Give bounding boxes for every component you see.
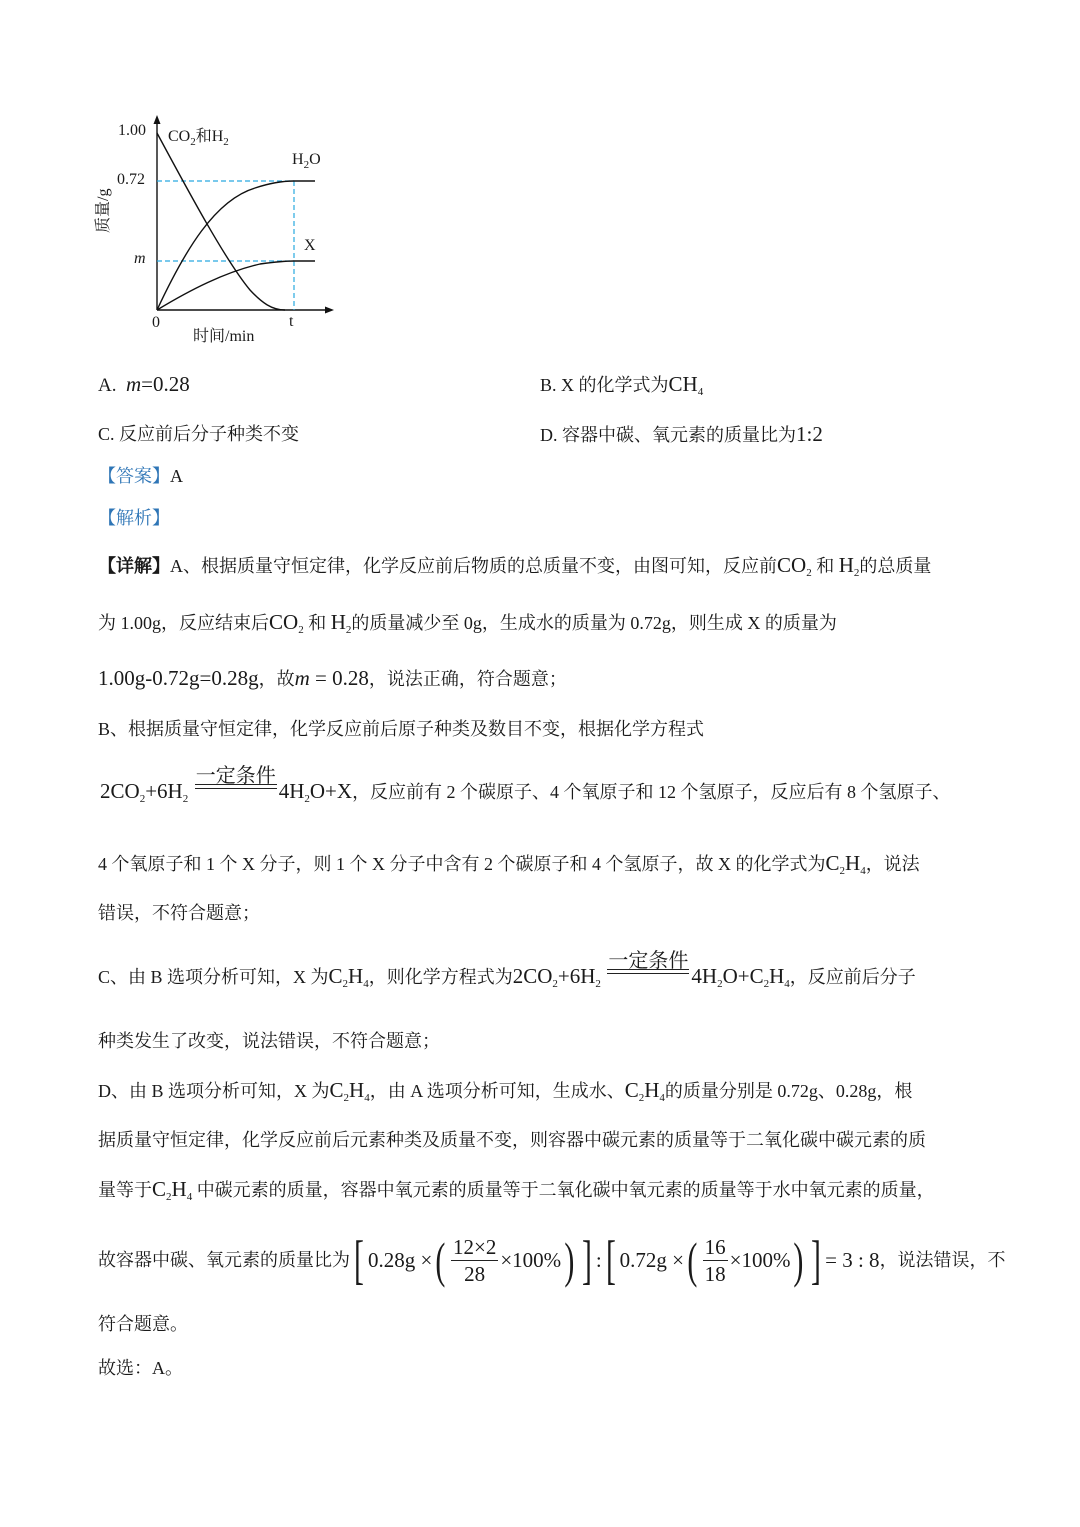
x-curve [157, 261, 315, 310]
detail-d-line5: 符合题意。 [98, 1314, 188, 1334]
h2o-label: $H_2O$ [292, 151, 321, 171]
co2-h2-curve [157, 133, 285, 310]
x-tick-t: t [289, 313, 294, 330]
fraction-oxygen: $\frac{16}{18}$ [704, 1234, 726, 1286]
final-answer: 故选：A。 [98, 1358, 183, 1378]
option-d: D. 容器中碳、氧元素的质量比为1:2 [540, 422, 823, 446]
chart-svg [90, 110, 350, 350]
answer-label: 【答案】 [98, 466, 170, 486]
detail-a-line3: 1.00g-0.72g=0.28g，故m = 0.28，说法正确，符合题意； [98, 666, 567, 690]
option-b: B. X 的化学式为$CH_4$ [540, 372, 704, 398]
detail-c-line1: C、由 B 选项分析可知，X 为$C_2H_4$，则化学方程式为$2CO_2+6H_2$ 一定条件 $4H_2O+C_2H_4$，反应前后分子 [98, 948, 916, 990]
detail-b-line4: 错误，不符合题意； [98, 903, 260, 923]
detail-b-line1: B、根据质量守恒定律，化学反应前后原子种类及数目不变，根据化学方程式 [98, 719, 705, 739]
analysis-label: 【解析】 [98, 508, 170, 528]
x-tick-origin: 0 [152, 314, 160, 331]
detail-d-line3: 量等于$C_2H_4$ 中碳元素的质量，容器中氧元素的质量等于二氧化碳中氧元素的质量等于水中氧元素的质量， [98, 1177, 935, 1203]
answer-line [98, 464, 183, 488]
reaction-arrow: 一定条件 [608, 948, 689, 972]
detail-d-line4: 故容器中碳、氧元素的质量比为 [ 0.28g × ( $\frac{12\times 2}{28}$ ×100% ) ] : [ 0.72g × ( $\frac{16}{18}$ ×100% ) ] = 3 : 8 ，说法错误，不 [98, 1230, 1006, 1290]
option-c: C. 反应前后分子种类不变 [98, 424, 300, 444]
x-axis-arrow-icon [325, 307, 334, 314]
fraction-carbon: $\frac{12\times 2}{28}$ [452, 1234, 497, 1286]
y-axis-label: 质量/g [95, 188, 112, 233]
y-axis-arrow-icon [154, 115, 161, 124]
detail-c-line2: 种类发生了改变，说法错误，不符合题意； [98, 1031, 440, 1051]
mass-time-chart [90, 110, 350, 350]
detail-d-line2: 据质量守恒定律，化学反应前后元素种类及质量不变，则容器中碳元素的质量等于二氧化碳中碳元素的质 [98, 1130, 926, 1150]
detail-b-line3: 4 个氧原子和 1 个 X 分子，则 1 个 X 分子中含有 2 个碳原子和 4 个氢原子，故 X 的化学式为$C_2H_4$，说法 [98, 851, 920, 877]
y-tick-m: m [134, 250, 146, 267]
detail-b-line2: $2CO_2+6H_2$ 一定条件 $4H_2O+X$，反应前有 2 个碳原子、4 个氧原子和 12 个氢原子，反应后有 8 个氢原子、 [100, 763, 951, 805]
h2o-curve [157, 181, 315, 310]
y-tick-072: 0.72 [117, 171, 145, 188]
detail-a-line1: 【详解】A、根据质量守恒定律，化学反应前后物质的总质量不变，由图可知，反应前$CO_2$ 和 $H_2$的总质量 [98, 553, 932, 579]
option-a: A. m=0.28 [98, 372, 190, 396]
y-tick-100: 1.00 [118, 122, 146, 139]
answer-value: A [170, 466, 183, 486]
reaction-arrow: 一定条件 [195, 763, 276, 787]
detail-a-line2: 为 1.00g，反应结束后$CO_2$ 和 $H_2$的质量减少至 0g，生成水的质量为 0.72g，则生成 X 的质量为 [98, 610, 837, 636]
detail-d-line1: D、由 B 选项分析可知，X 为$C_2H_4$，由 A 选项分析可知，生成水、$C_2H_4$的质量分别是 0.72g、0.28g，根 [98, 1078, 913, 1104]
co2-h2-label: $CO_2$和$H_2$ [168, 128, 229, 148]
x-axis-label: 时间/min [193, 328, 255, 345]
x-label: X [304, 237, 316, 254]
